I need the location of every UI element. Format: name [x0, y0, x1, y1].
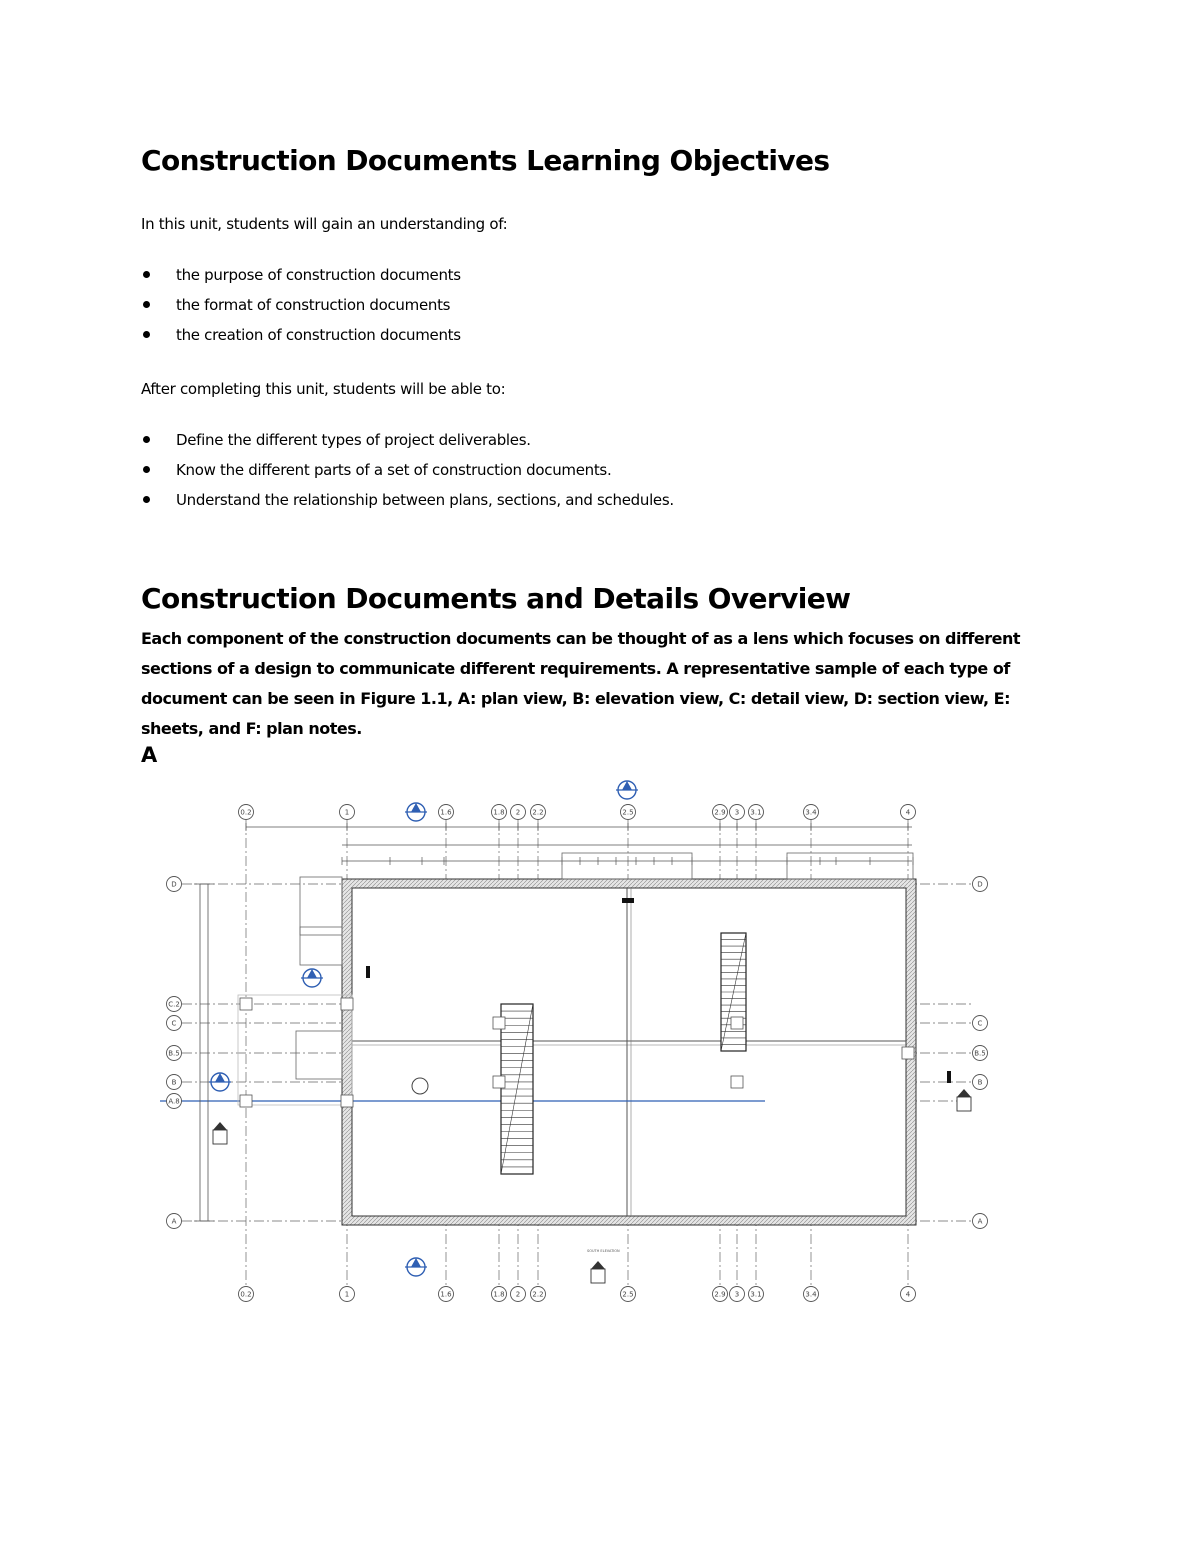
dimension-strings	[246, 823, 913, 865]
grid-bubble-column	[340, 1287, 355, 1302]
structural-column	[493, 1076, 505, 1088]
svg-text:3: 3	[734, 808, 740, 817]
structural-column	[341, 1095, 353, 1107]
grid-bubble-row	[167, 1094, 182, 1109]
elevation-tag	[957, 1089, 971, 1111]
svg-text:A: A	[171, 1217, 177, 1226]
figure-label: A	[141, 743, 158, 767]
exterior-walls	[342, 879, 916, 1225]
grid-bubble-column	[492, 1287, 507, 1302]
svg-text:B: B	[977, 1078, 983, 1087]
section-marker	[405, 803, 427, 821]
svg-text:1.8: 1.8	[493, 808, 505, 817]
list-item: the purpose of construction documents	[141, 265, 461, 295]
svg-text:2: 2	[515, 1290, 521, 1299]
grid-bubble-column	[621, 805, 636, 820]
svg-text:1.8: 1.8	[493, 1290, 505, 1299]
svg-text:3.4: 3.4	[805, 1290, 817, 1299]
svg-text:2: 2	[515, 808, 521, 817]
svg-text:D: D	[977, 880, 983, 889]
structural-column	[902, 1047, 914, 1059]
list-item: Know the different parts of a set of construction documents.	[141, 460, 674, 490]
svg-text:B: B	[171, 1078, 177, 1087]
grid-bubble-column	[730, 1287, 745, 1302]
structural-column	[240, 1095, 252, 1107]
list-item: the creation of construction documents	[141, 325, 461, 355]
svg-text:C.2: C.2	[168, 1000, 180, 1009]
grid-bubble-row	[167, 1016, 182, 1031]
grid-bubble-row	[167, 877, 182, 892]
abilities-intro: After completing this unit, students will be able to:	[141, 380, 506, 398]
structural-column	[731, 1076, 743, 1088]
grid-bubble-column	[804, 805, 819, 820]
structural-column	[240, 998, 252, 1010]
grid-bubble-row	[973, 1214, 988, 1229]
grid-bubble-row	[167, 1214, 182, 1229]
svg-text:3.4: 3.4	[805, 808, 817, 817]
svg-text:1: 1	[344, 808, 350, 817]
svg-text:2.2: 2.2	[532, 808, 544, 817]
svg-text:2.5: 2.5	[622, 1290, 634, 1299]
svg-text:D: D	[171, 880, 177, 889]
grid-bubble-row	[167, 1075, 182, 1090]
grid-bubble-row	[167, 997, 182, 1012]
structural-column	[493, 1017, 505, 1029]
floor-plan-drawing	[160, 775, 1000, 1310]
svg-text:1: 1	[344, 1290, 350, 1299]
svg-text:2.5: 2.5	[622, 808, 634, 817]
svg-text:A.8: A.8	[168, 1097, 180, 1106]
svg-text:3: 3	[734, 1290, 740, 1299]
svg-text:4: 4	[905, 1290, 911, 1299]
svg-text:0.2: 0.2	[240, 808, 252, 817]
grid-bubble-column	[439, 805, 454, 820]
elevation-tag	[213, 1122, 227, 1144]
grid-bubble-row	[167, 1046, 182, 1061]
grid-bubble-column	[749, 805, 764, 820]
structural-column	[731, 1017, 743, 1029]
elevation-tag-label: SOUTH ELEVATION	[587, 1249, 620, 1253]
svg-text:2.9: 2.9	[714, 1290, 726, 1299]
section-marker	[209, 1073, 231, 1091]
grid-bubble-column	[804, 1287, 819, 1302]
grid-bubble-column	[511, 805, 526, 820]
section-marker	[616, 781, 638, 799]
overview-paragraph: Each component of the construction documents can be thought of as a lens which focuses on different sections of a design to communicate different requirements. A representative sample of each type of document can be seen in Figure 1.1, A: plan view, B: elevation view, C: detail view, D: section view, E: sheets, and F: plan notes.	[141, 629, 1021, 738]
grid-bubble-column	[531, 1287, 546, 1302]
svg-text:1.6: 1.6	[440, 808, 452, 817]
grid-bubble-column	[713, 1287, 728, 1302]
grid-bubble-column	[621, 1287, 636, 1302]
svg-text:A: A	[977, 1217, 983, 1226]
grid-bubble-column	[901, 805, 916, 820]
svg-text:2.2: 2.2	[532, 1290, 544, 1299]
svg-text:2.9: 2.9	[714, 808, 726, 817]
grid-bubble-column	[239, 805, 254, 820]
list-item: the format of construction documents	[141, 295, 461, 325]
grid-bubble-column	[492, 805, 507, 820]
svg-text:B.5: B.5	[168, 1049, 180, 1058]
svg-text:B.5: B.5	[974, 1049, 986, 1058]
overview-heading: Construction Documents and Details Overview	[141, 582, 851, 615]
grid-bubble-column	[340, 805, 355, 820]
grid-bubble-column	[239, 1287, 254, 1302]
svg-text:0.2: 0.2	[240, 1290, 252, 1299]
svg-text:1.6: 1.6	[440, 1290, 452, 1299]
understanding-list	[141, 265, 461, 355]
grid-bubble-column	[511, 1287, 526, 1302]
grid-bubble-column	[439, 1287, 454, 1302]
section-marker	[301, 969, 323, 987]
svg-text:C: C	[171, 1019, 177, 1028]
grid-bubble-column	[713, 805, 728, 820]
svg-text:C: C	[977, 1019, 983, 1028]
grid-bubble-column	[901, 1287, 916, 1302]
svg-text:4: 4	[905, 808, 911, 817]
structural-column	[341, 998, 353, 1010]
grid-bubble-row	[973, 1016, 988, 1031]
grid-bubble-row	[973, 877, 988, 892]
grid-bubble-column	[730, 805, 745, 820]
section-marker	[405, 1258, 427, 1276]
list-item: Define the different types of project deliverables.	[141, 430, 674, 460]
grid-bubble-row	[973, 1075, 988, 1090]
understanding-intro: In this unit, students will gain an understanding of:	[141, 215, 508, 233]
grid-bubble-column	[749, 1287, 764, 1302]
abilities-list	[141, 430, 674, 520]
learning-objectives-heading: Construction Documents Learning Objectives	[141, 144, 830, 177]
grid-bubble-row	[973, 1046, 988, 1061]
list-item: Understand the relationship between plans, sections, and schedules.	[141, 490, 674, 520]
svg-text:3.1: 3.1	[750, 1290, 762, 1299]
svg-text:3.1: 3.1	[750, 808, 762, 817]
elevation-tag	[591, 1261, 605, 1283]
grid-bubble-column	[531, 805, 546, 820]
